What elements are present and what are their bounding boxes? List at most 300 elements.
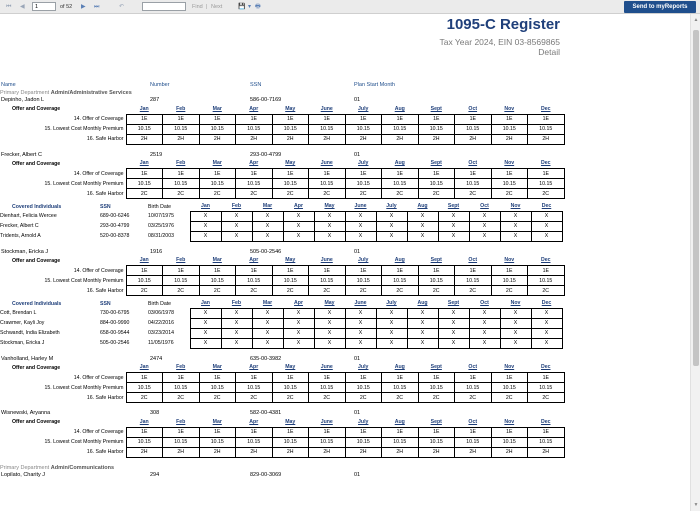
line14-row xyxy=(0,427,564,437)
line15-row xyxy=(0,437,564,447)
line15-value: 10.15 xyxy=(163,437,200,447)
coverage-mark: X xyxy=(221,318,252,328)
send-to-myreports-button[interactable]: Send to myReports xyxy=(624,1,696,13)
line15-value: 10.15 xyxy=(163,179,200,189)
month-header: Sept xyxy=(430,364,442,371)
month-header: Mar xyxy=(212,418,222,425)
line16-value: 2H xyxy=(126,134,163,144)
month-header-row xyxy=(0,104,564,114)
month-header: July xyxy=(358,160,369,167)
month-header: July xyxy=(386,203,397,210)
line15-value: 10.15 xyxy=(126,179,163,189)
line14-value: 1E xyxy=(126,169,163,179)
covered-birth-date: 08/31/2003 xyxy=(148,233,174,239)
month-header: Aug xyxy=(417,203,428,210)
month-header: Aug xyxy=(394,364,405,371)
line16-value: 2C xyxy=(418,189,455,199)
line15-value: 10.15 xyxy=(163,383,200,393)
line15-value: 10.15 xyxy=(199,437,236,447)
employee-ssn: 505-00-2546 xyxy=(250,248,282,255)
coverage-mark: X xyxy=(190,211,221,221)
coverage-mark: X xyxy=(407,318,438,328)
coverage-mark: X xyxy=(221,338,252,348)
covered-birth-date: 03/23/2014 xyxy=(148,330,174,336)
coverage-mark: X xyxy=(500,328,531,338)
export-icon[interactable]: 💾 xyxy=(238,3,246,10)
coverage-mark: X xyxy=(252,318,283,328)
coverage-mark: X xyxy=(469,221,500,231)
line15-value: 10.15 xyxy=(199,124,236,134)
line16-value: 2H xyxy=(272,134,309,144)
line15-label: 15. Lowest Cost Monthly Premium xyxy=(44,439,124,445)
line14-value: 1E xyxy=(345,169,382,179)
coverage-mark: X xyxy=(531,308,562,318)
employee-ssn: 293-00-4799 xyxy=(250,151,282,158)
line16-value: 2H xyxy=(455,447,492,457)
line16-value: 2C xyxy=(528,286,565,296)
line16-value: 2C xyxy=(309,286,346,296)
line15-value: 10.15 xyxy=(345,179,382,189)
line14-value: 1E xyxy=(199,114,236,124)
line14-value: 1E xyxy=(309,373,346,383)
first-page-icon[interactable]: ⏮ xyxy=(6,2,12,10)
line15-label: 15. Lowest Cost Monthly Premium xyxy=(44,126,124,132)
covered-birth-date: 04/22/2016 xyxy=(148,320,174,326)
coverage-mark: X xyxy=(345,211,376,221)
line14-value: 1E xyxy=(418,114,455,124)
month-header: Nov xyxy=(504,257,515,264)
line16-value: 2C xyxy=(272,393,309,403)
line16-value: 2C xyxy=(345,189,382,199)
month-header: May xyxy=(285,160,296,167)
line16-value: 2H xyxy=(491,134,528,144)
line15-value: 10.15 xyxy=(455,383,492,393)
line14-value: 1E xyxy=(345,114,382,124)
coverage-mark: X xyxy=(438,308,469,318)
month-header: Dec xyxy=(540,257,551,264)
covered-name: Stockman, Ericka J xyxy=(0,340,45,346)
line16-value: 2H xyxy=(309,447,346,457)
covered-ssn: 689-00-6246 xyxy=(100,213,130,219)
line15-value: 10.15 xyxy=(309,124,346,134)
line15-value: 10.15 xyxy=(236,437,273,447)
line14-value: 1E xyxy=(455,114,492,124)
employee-plan-start: 01 xyxy=(354,471,361,478)
month-header: Sept xyxy=(447,203,460,210)
coverage-mark: X xyxy=(314,211,345,221)
line15-value: 10.15 xyxy=(126,383,163,393)
scroll-down-icon[interactable]: ▼ xyxy=(693,502,699,508)
coverage-mark: X xyxy=(469,308,500,318)
line15-value: 10.15 xyxy=(528,124,565,134)
line16-value: 2H xyxy=(163,134,200,144)
line15-value: 10.15 xyxy=(309,276,346,286)
offer-coverage-table xyxy=(0,104,565,145)
line15-value: 10.15 xyxy=(163,276,200,286)
line15-value: 10.15 xyxy=(199,276,236,286)
line16-value: 2H xyxy=(272,447,309,457)
coverage-mark: X xyxy=(407,231,438,241)
coverage-mark: X xyxy=(438,211,469,221)
line15-value: 10.15 xyxy=(418,437,455,447)
employee-name: Vanholland, Harley M xyxy=(1,355,54,362)
coverage-mark: X xyxy=(252,308,283,318)
offer-coverage-table xyxy=(0,363,565,404)
department-header xyxy=(0,465,688,472)
line16-value: 2C xyxy=(345,286,382,296)
line14-label: 14. Offer of Coverage xyxy=(73,170,124,177)
line15-value: 10.15 xyxy=(199,179,236,189)
next-page-icon[interactable]: ▶ xyxy=(81,3,86,10)
vertical-scrollbar[interactable] xyxy=(690,14,700,511)
line14-value: 1E xyxy=(236,427,273,437)
covered-individuals-table xyxy=(0,202,563,242)
line16-label: 16. Safe Harbor xyxy=(86,136,124,142)
month-header: Nov xyxy=(510,300,521,307)
month-header: Feb xyxy=(176,160,186,167)
line14-value: 1E xyxy=(455,427,492,437)
line14-value: 1E xyxy=(418,169,455,179)
covered-name: Cott, Brendan L xyxy=(0,310,37,316)
spacer xyxy=(0,145,688,152)
line15-value: 10.15 xyxy=(345,276,382,286)
report-body xyxy=(0,82,688,479)
coverage-mark: X xyxy=(190,231,221,241)
line14-value: 1E xyxy=(382,114,419,124)
line14-value: 1E xyxy=(126,266,163,276)
covered-birth-date: 03/25/1976 xyxy=(148,223,174,229)
month-header: Nov xyxy=(504,105,515,112)
coverage-mark: X xyxy=(407,338,438,348)
line14-value: 1E xyxy=(309,427,346,437)
line14-value: 1E xyxy=(382,169,419,179)
covered-individual-row xyxy=(0,328,562,338)
line15-value: 10.15 xyxy=(345,437,382,447)
line16-value: 2H xyxy=(163,447,200,457)
coverage-mark: X xyxy=(407,221,438,231)
report-title: 1095-C Register xyxy=(446,16,560,33)
offer-coverage-title: Offer and Coverage xyxy=(12,257,61,264)
line14-value: 1E xyxy=(309,169,346,179)
coverage-mark: X xyxy=(314,221,345,231)
dropdown-arrow-icon[interactable]: ▾ xyxy=(248,3,252,10)
line14-value: 1E xyxy=(455,169,492,179)
line16-row xyxy=(0,286,564,296)
covered-individuals-table xyxy=(0,299,563,349)
line15-value: 10.15 xyxy=(455,124,492,134)
covered-name: Schwandt, India Elizabeth xyxy=(0,330,60,336)
line16-value: 2C xyxy=(491,189,528,199)
line14-value: 1E xyxy=(345,427,382,437)
covered-ssn: 884-00-9990 xyxy=(100,320,130,326)
line15-value: 10.15 xyxy=(309,383,346,393)
month-header: Sept xyxy=(430,160,442,167)
month-header: June xyxy=(354,203,367,210)
month-header: Feb xyxy=(176,257,186,264)
coverage-mark: X xyxy=(376,211,407,221)
covered-ssn-header: SSN xyxy=(100,300,111,307)
month-header: June xyxy=(320,105,333,112)
line15-value: 10.15 xyxy=(382,179,419,189)
coverage-mark: X xyxy=(221,231,252,241)
col-ssn-header: SSN xyxy=(250,82,262,88)
line15-value: 10.15 xyxy=(418,383,455,393)
month-header: Oct xyxy=(468,105,478,112)
month-header: Dec xyxy=(541,203,552,210)
coverage-mark: X xyxy=(283,328,314,338)
coverage-mark: X xyxy=(283,221,314,231)
next-link[interactable]: Next xyxy=(211,3,223,10)
line14-value: 1E xyxy=(163,266,200,276)
line16-value: 2C xyxy=(491,393,528,403)
month-header: Dec xyxy=(540,105,551,112)
covered-ssn: 730-00-6795 xyxy=(100,310,130,316)
covered-name: Dienhart, Felicia Wercee xyxy=(0,213,57,219)
employee-ssn: 582-00-4381 xyxy=(250,410,282,416)
line16-value: 2C xyxy=(309,189,346,199)
coverage-mark: X xyxy=(438,338,469,348)
line14-value: 1E xyxy=(199,427,236,437)
offer-coverage-table xyxy=(0,159,565,200)
line16-value: 2C xyxy=(418,286,455,296)
employee-plan-start: 01 xyxy=(354,97,361,103)
line14-label: 14. Offer of Coverage xyxy=(73,267,124,274)
line14-value: 1E xyxy=(528,169,565,179)
month-header: Apr xyxy=(249,257,259,264)
month-header-row xyxy=(0,159,564,169)
coverage-mark: X xyxy=(376,308,407,318)
coverage-mark: X xyxy=(221,328,252,338)
month-header: Oct xyxy=(480,203,489,210)
covered-ssn: 505-00-2546 xyxy=(100,340,130,346)
month-header: Feb xyxy=(176,418,186,425)
month-header: Dec xyxy=(541,300,552,307)
coverage-mark: X xyxy=(531,221,562,231)
line14-value: 1E xyxy=(163,169,200,179)
column-headers xyxy=(0,82,688,90)
line16-value: 2C xyxy=(382,286,419,296)
employee-plan-start: 01 xyxy=(354,151,361,158)
month-header: Oct xyxy=(468,364,478,371)
line15-value: 10.15 xyxy=(418,124,455,134)
birth-date-header: Birth Date xyxy=(148,300,172,307)
month-header: May xyxy=(285,257,296,264)
covered-individual-row xyxy=(0,211,562,221)
line14-value: 1E xyxy=(528,266,565,276)
month-header: Oct xyxy=(468,418,478,425)
coverage-mark: X xyxy=(221,308,252,318)
employee-plan-start: 01 xyxy=(354,248,361,255)
line14-row xyxy=(0,373,564,383)
line16-value: 2C xyxy=(491,286,528,296)
find-link[interactable]: Find xyxy=(192,3,203,10)
coverage-mark: X xyxy=(438,328,469,338)
scroll-up-icon[interactable]: ▲ xyxy=(693,17,699,23)
line16-label: 16. Safe Harbor xyxy=(86,190,124,197)
month-header: May xyxy=(285,364,296,371)
line15-value: 10.15 xyxy=(418,276,455,286)
line16-value: 2C xyxy=(309,393,346,403)
line14-value: 1E xyxy=(199,373,236,383)
coverage-mark: X xyxy=(438,231,469,241)
line15-label: 15. Lowest Cost Monthly Premium xyxy=(44,180,124,187)
line16-value: 2C xyxy=(382,393,419,403)
line16-value: 2C xyxy=(236,286,273,296)
line14-value: 1E xyxy=(126,373,163,383)
line14-value: 1E xyxy=(272,169,309,179)
coverage-mark: X xyxy=(345,231,376,241)
line16-value: 2C xyxy=(236,189,273,199)
month-header: May xyxy=(324,203,335,210)
line16-value: 2C xyxy=(126,286,163,296)
line15-value: 10.15 xyxy=(382,276,419,286)
employee-ssn: 829-00-3069 xyxy=(250,471,282,478)
line14-value: 1E xyxy=(418,266,455,276)
coverage-mark: X xyxy=(283,338,314,348)
month-header: Nov xyxy=(504,160,515,167)
line14-value: 1E xyxy=(272,114,309,124)
line16-value: 2C xyxy=(455,286,492,296)
line14-value: 1E xyxy=(236,373,273,383)
coverage-mark: X xyxy=(314,231,345,241)
covered-individual-row xyxy=(0,221,562,231)
month-header: Nov xyxy=(504,364,515,371)
line14-label: 14. Offer of Coverage xyxy=(73,116,124,122)
coverage-mark: X xyxy=(500,211,531,221)
month-header: Sept xyxy=(430,418,442,425)
employee-row xyxy=(0,97,688,104)
line14-value: 1E xyxy=(272,266,309,276)
col-number-header: Number xyxy=(150,82,170,88)
offer-coverage-table xyxy=(0,417,565,458)
line14-value: 1E xyxy=(491,427,528,437)
line15-value: 10.15 xyxy=(491,124,528,134)
line16-label: 16. Safe Harbor xyxy=(86,287,124,294)
report-header xyxy=(0,0,700,60)
spacer xyxy=(0,458,688,465)
coverage-mark: X xyxy=(531,211,562,221)
line15-value: 10.15 xyxy=(236,179,273,189)
line15-value: 10.15 xyxy=(272,383,309,393)
line16-value: 2C xyxy=(126,393,163,403)
month-header: Apr xyxy=(294,203,303,210)
month-header: Feb xyxy=(231,203,242,210)
month-header: Mar xyxy=(262,203,273,210)
line15-value: 10.15 xyxy=(528,437,565,447)
month-header: July xyxy=(386,300,397,307)
month-header: Jan xyxy=(201,203,210,210)
employee-name: Depinho, Jadon L xyxy=(1,97,45,103)
covered-title: Covered Individuals xyxy=(12,300,62,307)
line16-value: 2H xyxy=(199,447,236,457)
month-header: Feb xyxy=(176,105,186,112)
line16-value: 2H xyxy=(491,447,528,457)
month-header: Apr xyxy=(249,418,259,425)
month-header: Feb xyxy=(176,364,186,371)
line15-value: 10.15 xyxy=(126,124,163,134)
line14-row xyxy=(0,114,564,124)
line15-value: 10.15 xyxy=(236,124,273,134)
month-header: Aug xyxy=(394,418,405,425)
line15-value: 10.15 xyxy=(345,124,382,134)
line14-value: 1E xyxy=(382,266,419,276)
back-icon[interactable]: ↶ xyxy=(119,3,125,10)
covered-name: Frecker, Albert C xyxy=(0,223,39,229)
line15-value: 10.15 xyxy=(272,437,309,447)
month-header: Jan xyxy=(139,364,149,371)
coverage-mark: X xyxy=(190,308,221,318)
line16-value: 2H xyxy=(345,134,382,144)
line16-value: 2H xyxy=(345,447,382,457)
employee-number: 308 xyxy=(150,410,160,416)
last-page-icon[interactable]: ⏭ xyxy=(94,2,100,10)
month-header: Apr xyxy=(249,105,259,112)
line14-value: 1E xyxy=(418,373,455,383)
line16-value: 2H xyxy=(236,134,273,144)
coverage-mark: X xyxy=(314,328,345,338)
line15-value: 10.15 xyxy=(491,383,528,393)
line15-value: 10.15 xyxy=(528,179,565,189)
coverage-mark: X xyxy=(314,318,345,328)
month-header: Apr xyxy=(294,300,303,307)
coverage-mark: X xyxy=(469,231,500,241)
month-header-row xyxy=(0,363,564,373)
month-header: Mar xyxy=(212,160,222,167)
month-header: Mar xyxy=(212,105,222,112)
employee-name: Lopilato, Charity J xyxy=(1,471,46,478)
covered-name: Crawmer, Kayli Joy xyxy=(0,320,45,326)
line14-value: 1E xyxy=(491,373,528,383)
covered-title: Covered Individuals xyxy=(12,203,62,210)
line15-value: 10.15 xyxy=(491,437,528,447)
coverage-mark: X xyxy=(314,308,345,318)
previous-page-icon[interactable]: ◀ xyxy=(20,3,25,10)
line15-value: 10.15 xyxy=(382,383,419,393)
month-header: Jan xyxy=(139,105,149,112)
line16-label: 16. Safe Harbor xyxy=(86,394,124,401)
line15-value: 10.15 xyxy=(126,437,163,447)
line14-value: 1E xyxy=(126,427,163,437)
line14-value: 1E xyxy=(272,373,309,383)
coverage-mark: X xyxy=(531,318,562,328)
employee-number: 294 xyxy=(150,471,160,478)
line15-value: 10.15 xyxy=(491,276,528,286)
line14-value: 1E xyxy=(236,266,273,276)
line15-label: 15. Lowest Cost Monthly Premium xyxy=(44,384,124,391)
col-name-header: Name xyxy=(1,82,16,88)
covered-name: Tridents, Arnold A xyxy=(0,233,41,239)
line14-label: 14. Offer of Coverage xyxy=(73,374,124,381)
coverage-mark: X xyxy=(500,221,531,231)
scrollbar-thumb[interactable] xyxy=(693,30,699,366)
line16-row xyxy=(0,393,564,403)
covered-individual-row xyxy=(0,308,562,318)
covered-ssn: 293-00-4799 xyxy=(100,223,130,229)
coverage-mark: X xyxy=(438,221,469,231)
line14-value: 1E xyxy=(418,427,455,437)
line14-value: 1E xyxy=(382,373,419,383)
coverage-mark: X xyxy=(283,318,314,328)
print-icon[interactable]: 🖶 xyxy=(255,2,261,10)
line16-value: 2C xyxy=(528,393,565,403)
coverage-mark: X xyxy=(500,318,531,328)
line16-value: 2C xyxy=(455,393,492,403)
employee-row xyxy=(0,249,688,256)
offer-coverage-title: Offer and Coverage xyxy=(12,364,61,371)
coverage-mark: X xyxy=(252,211,283,221)
line14-value: 1E xyxy=(309,114,346,124)
line14-value: 1E xyxy=(491,114,528,124)
